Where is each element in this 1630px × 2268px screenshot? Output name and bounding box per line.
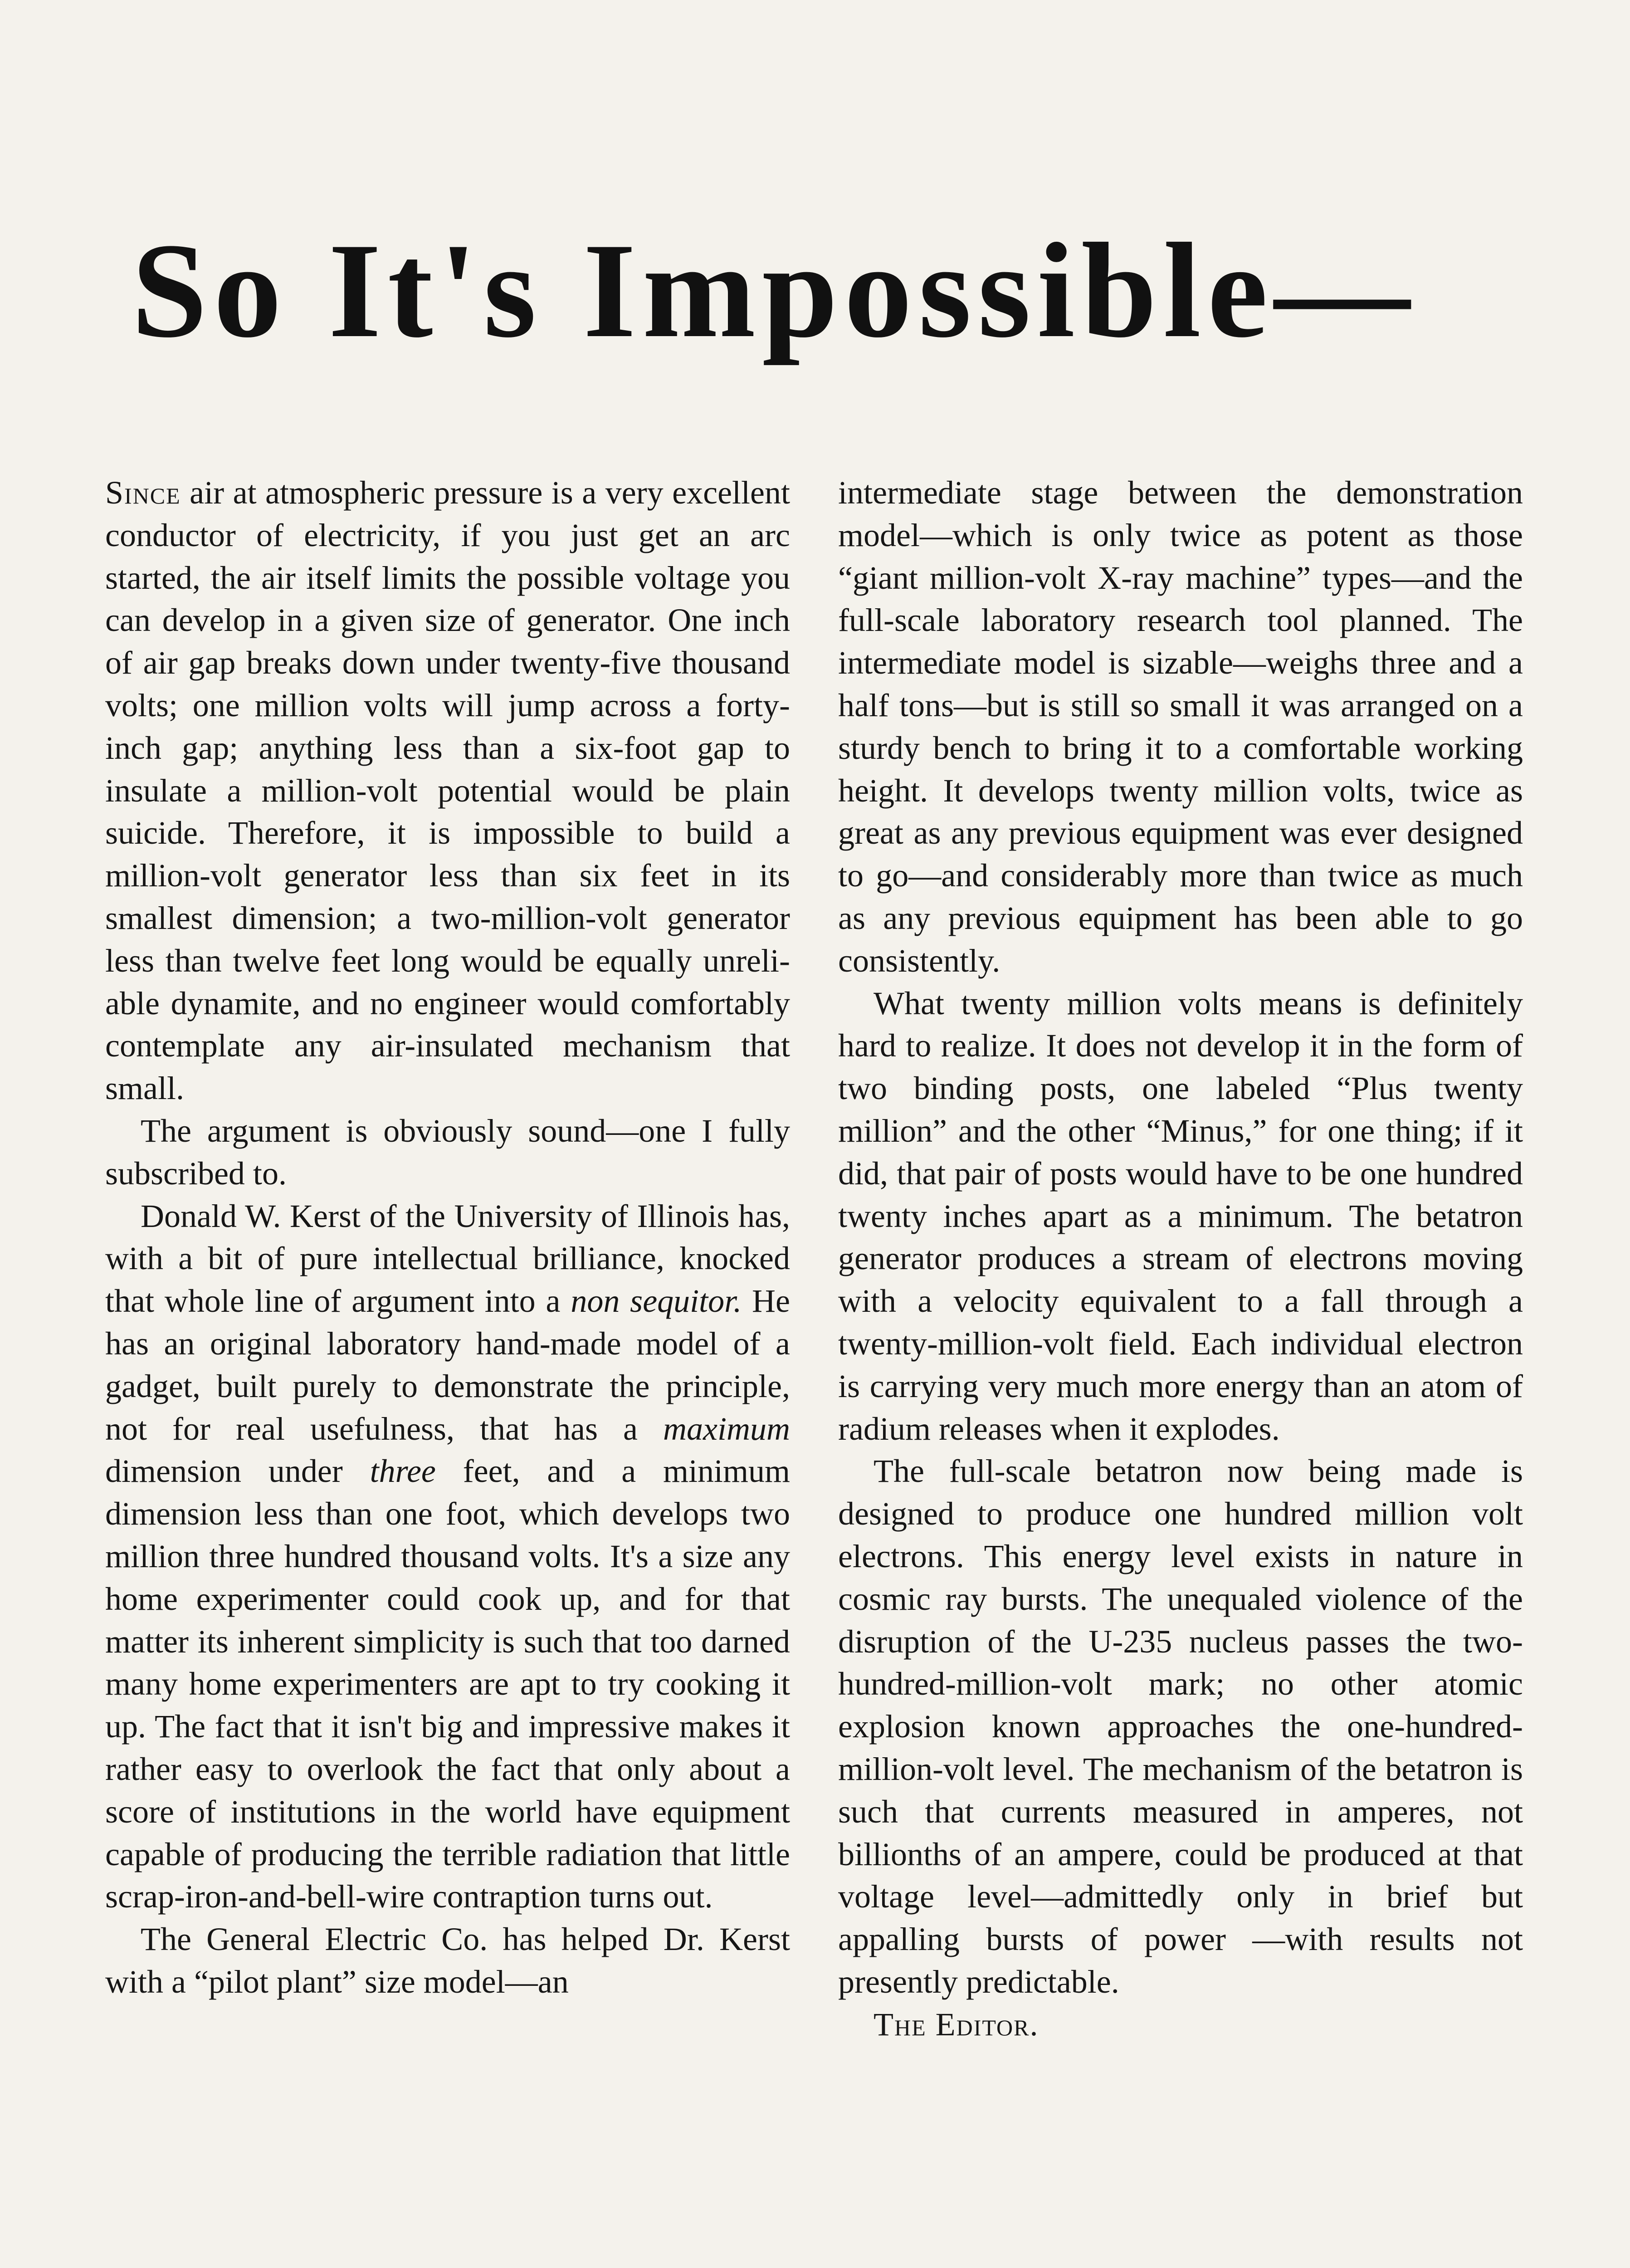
- editor-signature: The Editor.: [874, 2006, 1039, 2043]
- non-sequitor-emphasis: non sequitor.: [571, 1283, 742, 1320]
- paragraph-6: What twenty million volts means is definitely hard to realize. It does not develop it in the form of two binding posts, one labeled “Plus twenty million” and the other “Minus,” for one thing; if it did, that pair of posts would have to be one hundred twenty inches apart as a minimum. The betatron generator produces a stream of electrons moving with a velocity equivalent to a fall through a twenty-million-volt field. Each individual electron is carrying very much more energy than an atom of radium releases when it explodes.: [838, 985, 1523, 1447]
- paragraph-3-text-c: dimension under: [105, 1453, 370, 1490]
- paragraph-3-text-d: feet, and a minimum dimension less than one foot, which develops two million three hundred thousand volts. It's a size any home experimenter could cook up, and for that matter its inherent simplicity is such that too darned many home experimenters are apt to try cooking it up. The fact that it isn't big and impressive makes it rather easy to overlook the fact that only about a score of institutions in the world have equipment capable of producing the terrible radiation that little scrap-iron-and-bell-wire contraption turns out.: [105, 1453, 791, 1915]
- paragraph-5: intermediate stage between the demonstration model—which is only twice as potent as those “giant million-volt X-ray machine” types—and the full-scale laboratory research tool planned. The intermediate model is sizable—weighs three and a half tons—but is still so small it was arranged on a sturdy bench to bring it to a comfortable working height. It develops twenty million volts, twice as great as any previous equipment was ever designed to go—and considerably more than twice as much as any previous equipment has been able to go consistently.: [838, 474, 1523, 979]
- lead-word: Since: [105, 474, 181, 511]
- three-emphasis: three: [370, 1453, 436, 1490]
- right-column: [838, 472, 1523, 2046]
- paragraph-3-text-a: Donald W. Kerst of the University of Illinois has, with a bit of pure intellectual brilliance, knocked that whole line of argument into a: [105, 1198, 790, 1320]
- paragraph-4: The General Electric Co. has helped Dr. Kerst with a “pilot plant” size model—an: [105, 1921, 790, 2000]
- paragraph-2: The argument is obviously sound—one I fully subscribed to.: [105, 1112, 790, 1192]
- paragraph-3: [105, 1195, 790, 1919]
- paragraph-7: The full-scale betatron now being made is designed to produce one hundred million volt electrons. This energy level exists in nature in cosmic ray bursts. The unequaled violence of the disruption of the U-235 nucleus passes the two-hundred-million-volt mark; no other atomic explosion known approaches the one-hundred-million-volt level. The mechanism of the betatron is such that currents measured in amperes, not billionths of an ampere, could be produced at that voltage level—admittedly only in brief but appalling bursts of power —with results not presently predictable.: [838, 1453, 1523, 2000]
- article-title: So It's Impossible—: [132, 215, 1417, 366]
- paragraph-1-text: air at atmospheric pressure is a very excellent conductor of electricity, if you just get an arc started, the air itself limits the possible voltage you can develop in a given size of generator. One inch of air gap breaks down under twenty-five thousand volts; one million volts will jump across a forty-inch gap; anything less than a six-foot gap to insulate a million-volt potential would be plain suicide. Therefore, it is impossible to build a million-volt generator less than six feet in its smallest dimension; a two-million-volt generator less than twelve feet long would be equally unreliable dynamite, and no engineer would comfortably contemplate any air-insulated mechanism that small.: [105, 474, 790, 1107]
- maximum-emphasis: maximum: [663, 1410, 790, 1447]
- paragraph-1: [105, 472, 790, 1110]
- left-column: [105, 472, 790, 2004]
- paragraph-3-text-b: He has an original laboratory hand-made model of a gadget, built purely to demonstrate the principle, not for real usefulness, that has a: [105, 1283, 790, 1447]
